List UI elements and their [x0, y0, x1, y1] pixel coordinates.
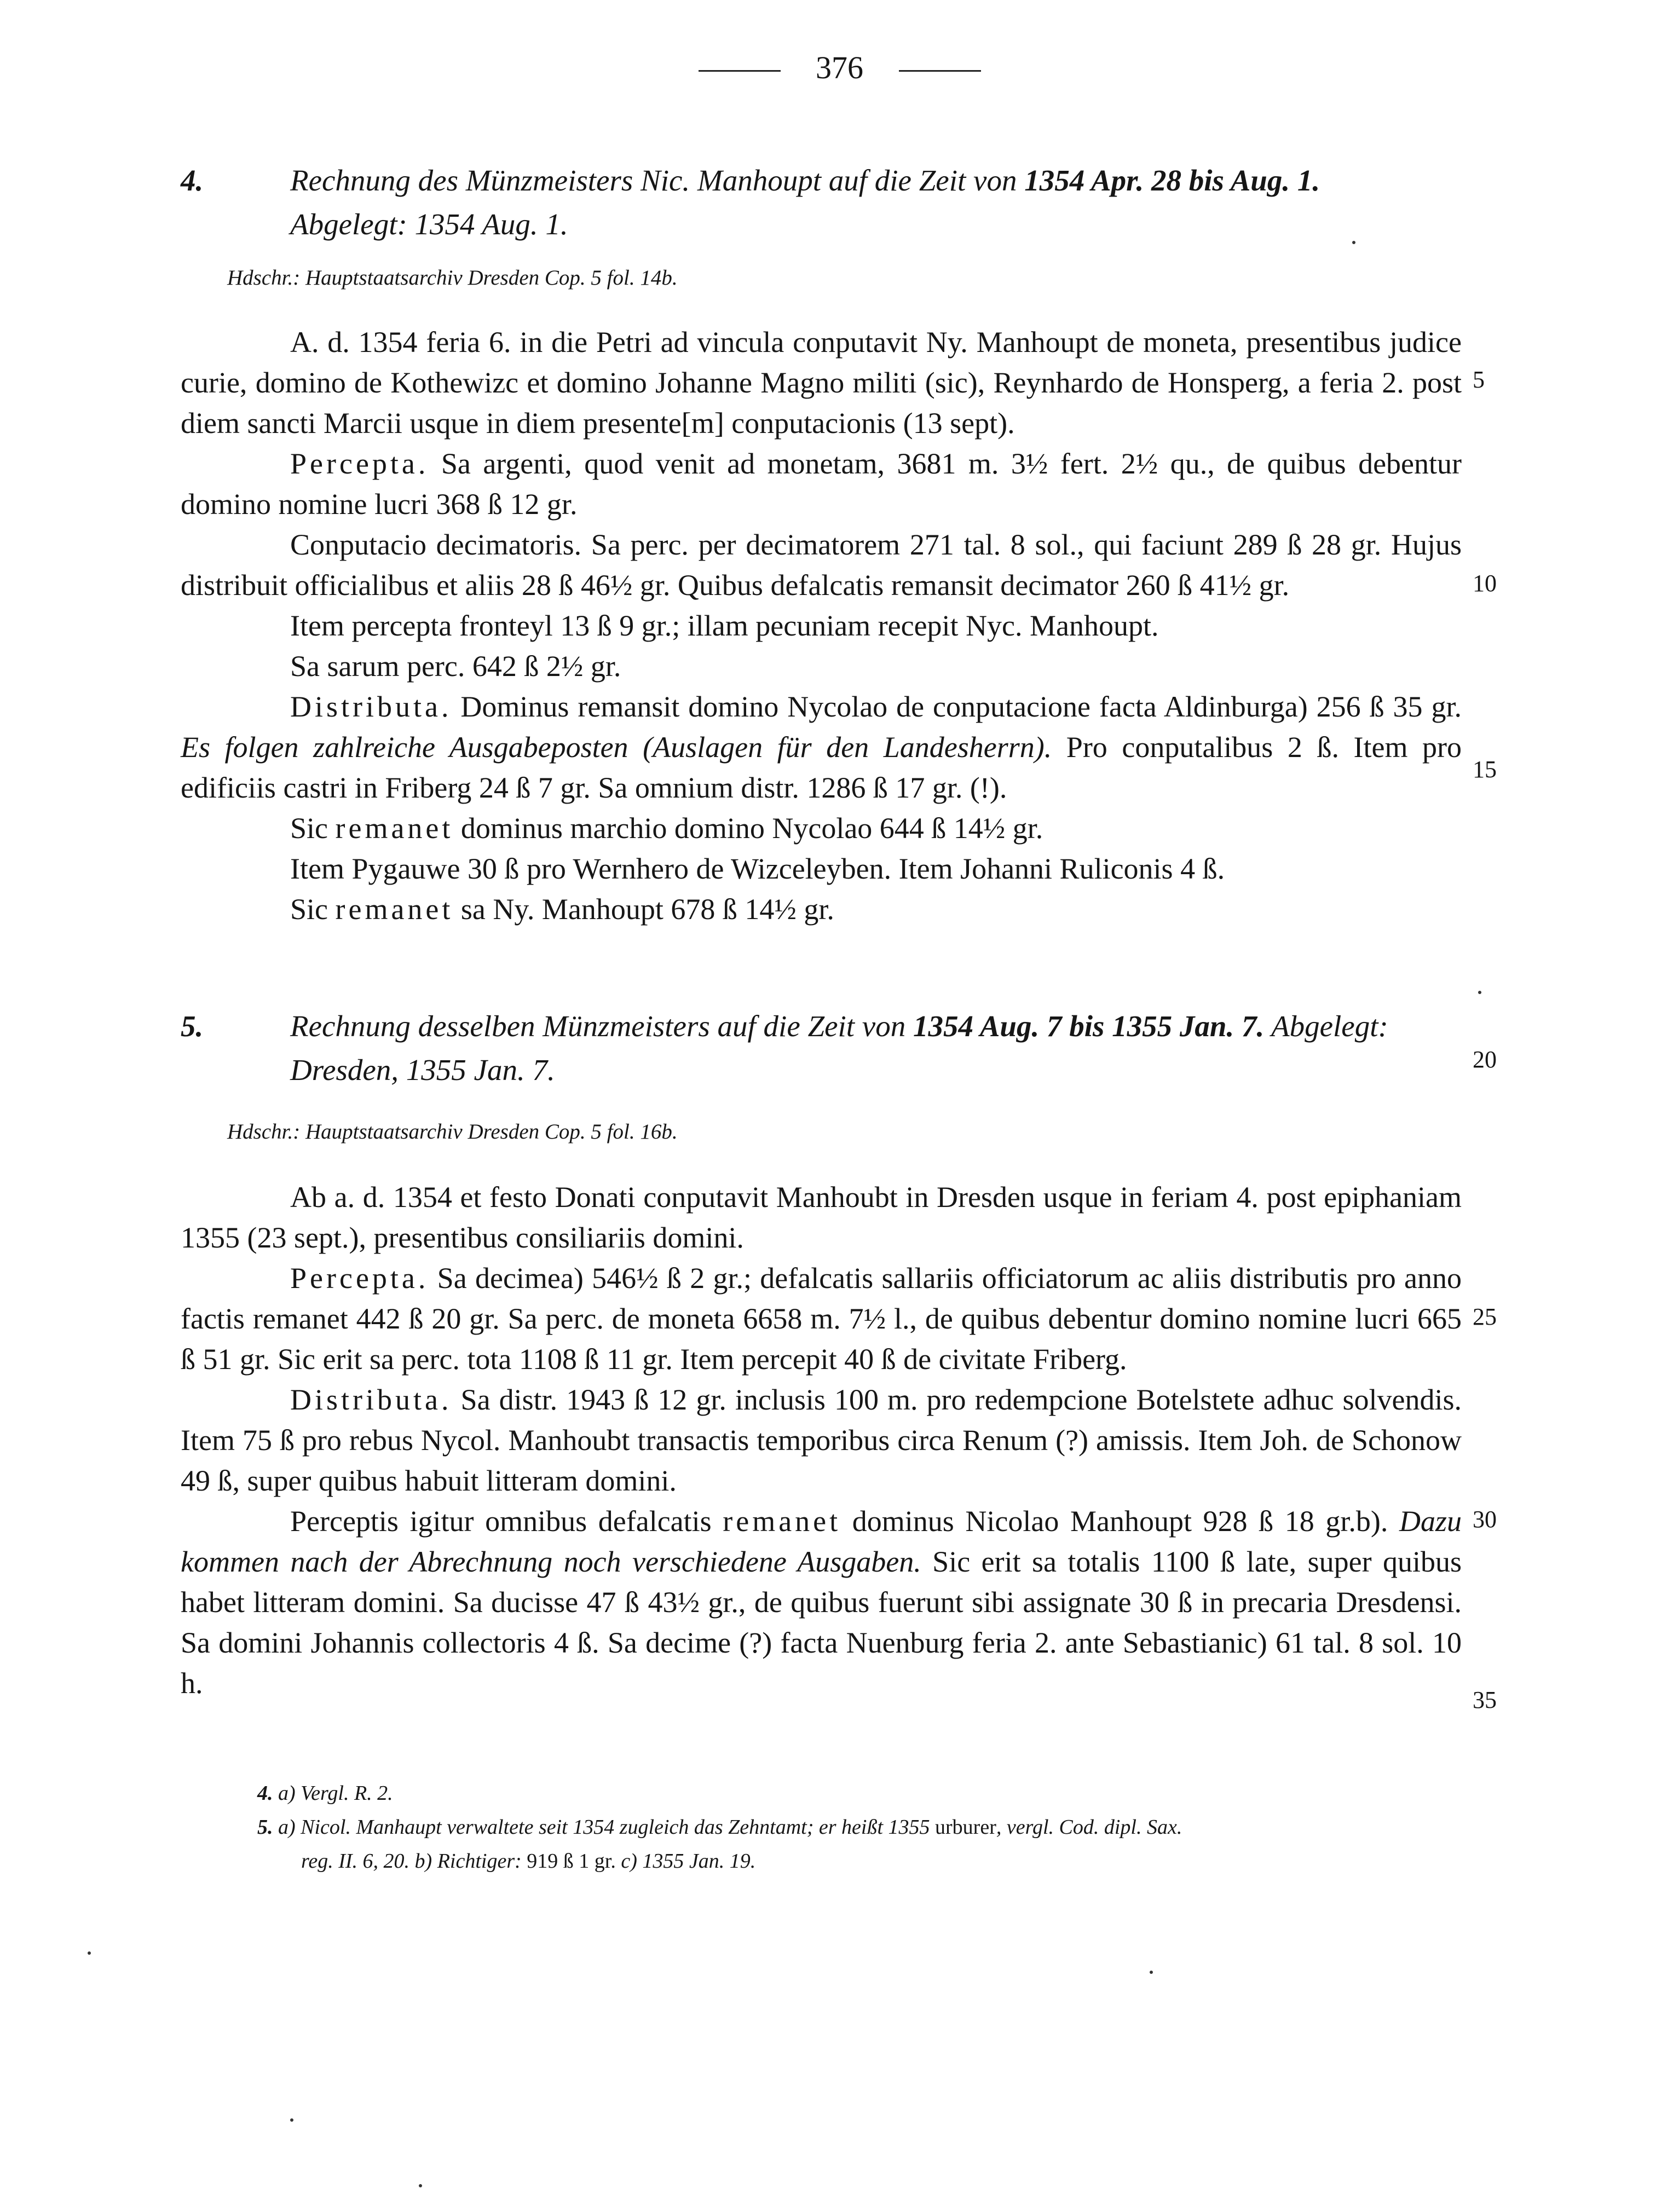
entry-5-para-3	[181, 1379, 1462, 1501]
line-number-25: 25	[1473, 1303, 1497, 1330]
remanet-label: remanet	[335, 812, 454, 845]
footnote-5-text-c: reg. II. 6, 20. b) Richtiger:	[301, 1850, 527, 1873]
footnotes	[257, 1776, 1462, 1878]
entry-4-para-6-b: Pro conputalibus 2 ß. Item pro edificiis castri in Friberg 24 ß 7 gr. Sa omnium distr. 1286 ß 17 gr. (!).	[181, 731, 1462, 804]
header-rule-left	[699, 70, 781, 72]
line-number-15: 15	[1473, 756, 1497, 783]
entry-5-para-2-text: Sa decimea) 546½ ß 2 gr.; defalcatis sallariis officiatorum ac aliis distributis pro anno factis remanet 442 ß 20 gr. Sa perc. de moneta 6658 m. 7½ l., de quibus debentur domino nomine lucri 665 ß 51 gr. Sic erit sa perc. tota 1108 ß 11 gr. Item percepit 40 ß de civitate Friberg.	[181, 1262, 1462, 1376]
entry-4-para-3: Conputacio decimatoris. Sa perc. per decimatorem 271 tal. 8 sol., qui faciunt 289 ß 28 gr. Hujus distribuit officialibus et aliis 28 ß 46½ gr. Quibus defalcatis remansit decimator 260 ß 41½ gr.	[181, 528, 1462, 602]
footnote-4	[257, 1776, 1462, 1810]
entry-5-heading	[181, 1004, 1467, 1092]
entry-5-date-range: 1354 Aug. 7 bis 1355 Jan. 7.	[913, 1009, 1265, 1043]
scan-speck	[419, 2184, 422, 2187]
entry-5-para-2	[181, 1258, 1462, 1379]
line-number-30: 30	[1473, 1506, 1497, 1533]
line-number-20: 20	[1473, 1046, 1497, 1073]
entry-5-title: Rechnung desselben Münzmeisters auf die Zeit von	[290, 1009, 913, 1043]
entry-4-number: 4.	[181, 164, 204, 197]
entry-4-para-7-a: Sic	[290, 812, 336, 845]
entry-4-para-9	[181, 889, 1462, 929]
entry-4-para-6-note: Es folgen zahlreiche Ausgabeposten (Auslagen für den Landesherrn).	[181, 731, 1052, 764]
entry-4-para-1: A. d. 1354 feria 6. in die Petri ad vincula conputavit Ny. Manhoupt de moneta, presentibus judice curie, domino de Kothewizc et domino Johanne Magno militi (sic), Reynhardo de Honsperg, a feria 2. post diem sancti Marcii usque in diem presente[m] conputacionis (13 sept).	[181, 326, 1462, 440]
page-header	[0, 49, 1679, 86]
entry-4-para-9-a: Sic	[290, 893, 336, 926]
entry-5-para-4-a: Perceptis igitur omnibus defalcatis	[290, 1505, 723, 1538]
entry-5-deposited: Dresden, 1355 Jan. 7.	[290, 1053, 555, 1087]
line-number-35: 35	[1473, 1687, 1497, 1713]
entry-5-para-3-text: Sa distr. 1943 ß 12 gr. inclusis 100 m. pro redempcione Botelstete adhuc solvendis. Item 75 ß pro rebus Nycol. Manhoubt transactis temporibus circa Renum (?) amissis. Item Joh. de Schonow 49 ß, super quibus habuit litteram domini.	[181, 1383, 1462, 1497]
footnote-5-urburer: urburer	[935, 1816, 996, 1839]
entry-5-source: Hdschr.: Hauptstaatsarchiv Dresden Cop. 5 fol. 16b.	[227, 1120, 678, 1143]
remanet-label-3: remanet	[723, 1505, 841, 1538]
entry-4-deposited: Abgelegt: 1354 Aug. 1.	[290, 207, 568, 241]
entry-4-date-range: 1354 Apr. 28 bis Aug. 1.	[1024, 164, 1320, 197]
scan-speck	[1478, 991, 1481, 994]
entry-5-deposited-label: Abgelegt:	[1264, 1009, 1388, 1043]
entry-4-para-7-b: dominus marchio domino Nycolao 644 ß 14½ gr.	[453, 812, 1043, 845]
entry-4-para-2	[181, 443, 1462, 524]
footnote-5-continued	[257, 1844, 1462, 1878]
entry-5-para-1: Ab a. d. 1354 et festo Donati conputavit Manhoubt in Dresden usque in feriam 4. post epiphaniam 1355 (23 sept.), presentibus consiliariis domini.	[181, 1181, 1462, 1254]
entry-4-para-4: Item percepta fronteyl 13 ß 9 gr.; illam pecuniam recepit Nyc. Manhoupt.	[290, 609, 1159, 642]
entry-4-para-6-a: Dominus remansit domino Nycolao de conputacione facta Aldinburga) 256 ß 35 gr.	[452, 690, 1462, 723]
header-rule-right	[899, 70, 981, 72]
line-number-5: 5	[1473, 366, 1485, 393]
line-number-10: 10	[1473, 570, 1497, 597]
scan-speck	[1150, 1971, 1153, 1974]
remanet-label-2: remanet	[335, 893, 454, 926]
distributa-label-2: Distributa.	[290, 1383, 452, 1416]
percepta-label: Percepta.	[290, 447, 429, 480]
footnote-5-text-b: , vergl. Cod. dipl. Sax.	[996, 1816, 1182, 1839]
entry-5-number: 5.	[181, 1009, 204, 1043]
entry-4-para-6	[181, 686, 1462, 808]
scan-speck	[290, 2118, 293, 2122]
distributa-label: Distributa.	[290, 690, 452, 723]
entry-4-para-5: Sa sarum perc. 642 ß 2½ gr.	[290, 650, 621, 683]
footnote-4-text: a) Vergl. R. 2.	[278, 1782, 393, 1805]
scan-speck	[1352, 241, 1355, 244]
footnote-4-number: 4.	[257, 1782, 273, 1805]
entry-4-title: Rechnung des Münzmeisters Nic. Manhoupt auf die Zeit von	[290, 164, 1025, 197]
entry-4-para-7	[181, 808, 1462, 848]
footnote-5-correction: 919 ß 1 gr.	[527, 1850, 616, 1873]
entry-4-para-9-b: sa Ny. Manhoupt 678 ß 14½ gr.	[453, 893, 834, 926]
scan-speck	[88, 1951, 91, 1955]
footnote-5-text-d: c) 1355 Jan. 19.	[615, 1850, 756, 1873]
entry-4-body	[181, 322, 1462, 929]
footnote-5-number: 5.	[257, 1816, 273, 1839]
entry-5-para-4	[181, 1501, 1462, 1703]
percepta-label-2: Percepta.	[290, 1262, 429, 1295]
entry-5-para-4-note: Dazu kommen nach der Abrechnung noch verschiedene Ausgaben.	[181, 1505, 1462, 1578]
entry-4-para-8: Item Pygauwe 30 ß pro Wernhero de Wizceleyben. Item Johanni Ruliconis 4 ß.	[290, 852, 1225, 885]
footnote-5-text-a: a) Nicol. Manhaupt verwaltete seit 1354 zugleich das Zehntamt; er heißt 1355	[278, 1816, 936, 1839]
entry-5-body	[181, 1177, 1462, 1703]
entry-4-para-2-text: Sa argenti, quod venit ad monetam, 3681 m. 3½ fert. 2½ qu., de quibus debentur domino nomine lucri 368 ß 12 gr.	[181, 447, 1462, 521]
entry-5-para-4-c: Sic erit sa totalis 1100 ß late, super quibus habet litteram domini. Sa ducisse 47 ß 43½ gr., de quibus fuerunt sibi assignate 30 ß in precaria Dresdensi. Sa domini Johannis collectoris 4 ß. Sa decime (?) facta Nuenburg feria 2. ante Sebastianic) 61 tal. 8 sol. 10 h.	[181, 1545, 1462, 1700]
entry-4-heading	[181, 159, 1467, 246]
entry-4-source: Hdschr.: Hauptstaatsarchiv Dresden Cop. 5 fol. 14b.	[227, 266, 678, 290]
entry-5-para-4-b: dominus Nicolao Manhoupt 928 ß 18 gr.b).	[841, 1505, 1399, 1538]
footnote-5	[257, 1810, 1462, 1878]
page-number: 376	[816, 50, 863, 85]
